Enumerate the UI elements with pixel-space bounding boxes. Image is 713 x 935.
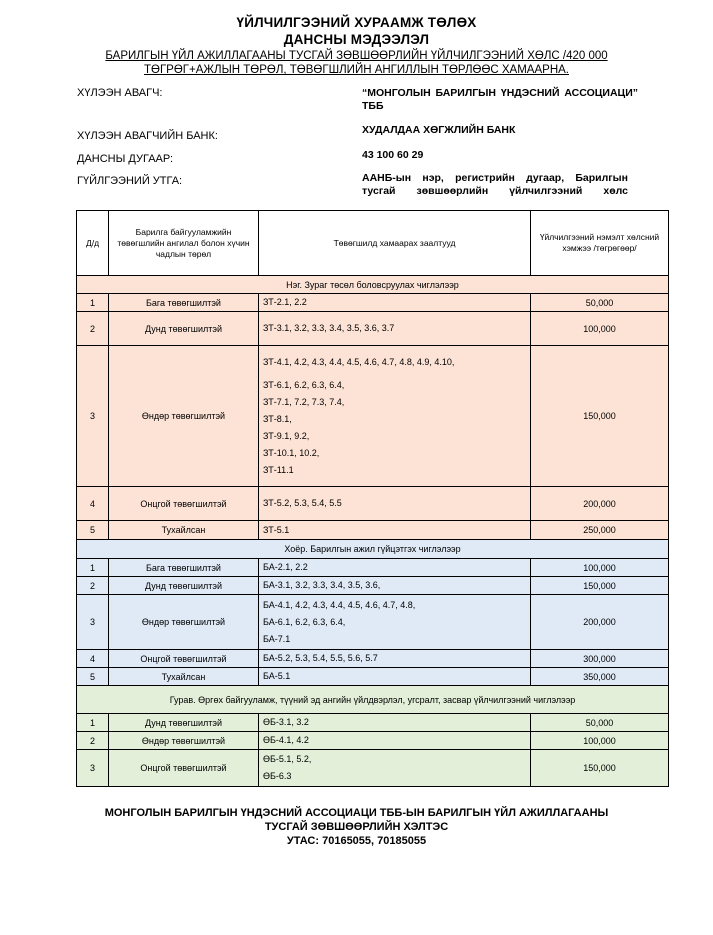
- table-row: [77, 487, 669, 521]
- code-line: ӨБ-3.1, 3.2: [263, 717, 309, 727]
- code-line: ЗТ-10.1, 10.2,: [263, 447, 320, 458]
- table-row: [77, 312, 669, 346]
- table-row: [77, 595, 669, 650]
- row-codes: [259, 346, 531, 487]
- row-price: 150,000: [531, 346, 669, 487]
- row-num: 1: [77, 559, 109, 577]
- row-price: 200,000: [531, 487, 669, 521]
- row-price: 150,000: [531, 577, 669, 595]
- row-price: 150,000: [531, 750, 669, 787]
- row-type: Тухайлсан: [109, 521, 259, 540]
- transaction-purpose-label: ГҮЙЛГЭЭНИЙ УТГА:: [77, 175, 183, 187]
- row-codes: [259, 668, 531, 686]
- table-row: [77, 714, 669, 732]
- code-line: ЗТ-5.2, 5.3, 5.4, 5.5: [263, 498, 342, 508]
- header-codes: Төвөгшилд хамаарах заалтууд: [259, 211, 531, 276]
- table-row: [77, 521, 669, 540]
- code-line: БА-6.1, 6.2, 6.3, 6.4,: [263, 616, 346, 627]
- row-codes: [259, 750, 531, 787]
- transaction-purpose-value: ААНБ-ын нэр, регистрийн дугаар, Барилгын тусгай зөвшөөрлийн үйлчилгээний хөлс: [362, 172, 628, 197]
- row-num: 5: [77, 521, 109, 540]
- row-type: Дунд төвөгшилтэй: [109, 714, 259, 732]
- fee-table: [76, 210, 669, 787]
- code-line: БА-7.1: [263, 633, 291, 644]
- row-codes: [259, 521, 531, 540]
- row-price: 100,000: [531, 732, 669, 750]
- account-number-value: 43 100 60 29: [362, 149, 424, 161]
- row-codes: [259, 559, 531, 577]
- table-row: [77, 668, 669, 686]
- row-type: Тухайлсан: [109, 668, 259, 686]
- row-type: Өндөр төвөгшилтэй: [109, 595, 259, 650]
- row-codes: [259, 294, 531, 312]
- section-row: [77, 686, 669, 714]
- footer-phone: УТАС: 70165055, 70185055: [286, 835, 427, 847]
- row-num: 5: [77, 668, 109, 686]
- section-title: Хоёр. Барилгын ажил гүйцэтгэх чиглэлээр: [77, 540, 669, 559]
- row-type: Бага төвөгшилтэй: [109, 294, 259, 312]
- header-type: Барилга байгууламжийн төвөгшлийн ангилал болон хүчин чадлын төрөл: [109, 211, 259, 276]
- recipient-value: “МОНГОЛЫН БАРИЛГЫН ҮНДЭСНИЙ АССОЦИАЦИ” ТББ: [362, 87, 638, 112]
- section-title: Гурав. Өргөх байгууламж, түүний эд ангийн үйлдвэрлэл, угсралт, засвар үйлчилгээний чиглэлээр: [77, 686, 669, 714]
- row-price: 50,000: [531, 714, 669, 732]
- recipient-label: ХҮЛЭЭН АВАГЧ:: [77, 87, 163, 99]
- table-header-row: [77, 211, 669, 276]
- code-line: ЗТ-9.1, 9.2,: [263, 430, 310, 441]
- row-num: 3: [77, 595, 109, 650]
- code-line: ӨБ-5.1, 5.2,: [263, 754, 312, 764]
- code-line: ЗТ-4.1, 4.2, 4.3, 4.4, 4.5, 4.6, 4.7, 4.8, 4.9, 4.10,: [263, 356, 455, 367]
- row-type: Өндөр төвөгшилтэй: [109, 732, 259, 750]
- row-price: 100,000: [531, 312, 669, 346]
- row-codes: [259, 577, 531, 595]
- table-row: [77, 294, 669, 312]
- row-codes: [259, 714, 531, 732]
- row-price: 350,000: [531, 668, 669, 686]
- code-line: ЗТ-11.1: [263, 464, 294, 475]
- code-line: ЗТ-5.1: [263, 524, 290, 535]
- row-type: Дунд төвөгшилтэй: [109, 577, 259, 595]
- doc-subtitle-line2: ТӨГРӨГ+АЖЛЫН ТӨРӨЛ, ТӨВӨГШЛИЙН АНГИЛЛЫН ТӨРЛӨӨС ХАМААРНА.: [143, 64, 569, 76]
- table-row: [77, 750, 669, 787]
- row-price: 250,000: [531, 521, 669, 540]
- code-line: ЗТ-8.1,: [263, 413, 292, 424]
- table-row: [77, 577, 669, 595]
- table-row: [77, 650, 669, 668]
- row-type: Онцгой төвөгшилтэй: [109, 650, 259, 668]
- row-codes: [259, 312, 531, 346]
- section-title: Нэг. Зураг төсөл боловсруулах чиглэлээр: [77, 276, 669, 294]
- row-type: Онцгой төвөгшилтэй: [109, 750, 259, 787]
- footer-line2: ТУСГАЙ ЗӨВШӨӨРЛИЙН ХЭЛТЭС: [264, 821, 449, 833]
- row-type: Бага төвөгшилтэй: [109, 559, 259, 577]
- row-num: 1: [77, 714, 109, 732]
- code-line: ЗТ-2.1, 2.2: [263, 297, 307, 307]
- header-num: Д/д: [77, 211, 109, 276]
- row-codes: [259, 650, 531, 668]
- row-num: 2: [77, 577, 109, 595]
- row-type: Өндөр төвөгшилтэй: [109, 346, 259, 487]
- code-line: ЗТ-6.1, 6.2, 6.3, 6.4,: [263, 379, 345, 390]
- row-num: 2: [77, 732, 109, 750]
- code-line: ӨБ-6.3: [263, 771, 292, 781]
- table-row: [77, 346, 669, 487]
- section-row: [77, 276, 669, 294]
- code-line: ЗТ-3.1, 3.2, 3.3, 3.4, 3.5, 3.6, 3.7: [263, 323, 395, 333]
- code-line: БА-5.1: [263, 671, 291, 681]
- table-row: [77, 559, 669, 577]
- code-line: БА-2.1, 2.2: [263, 562, 308, 572]
- row-num: 1: [77, 294, 109, 312]
- doc-subtitle-line1: БАРИЛГЫН ҮЙЛ АЖИЛЛАГААНЫ ТУСГАЙ ЗӨВШӨӨРЛИЙН ҮЙЛЧИЛГЭЭНИЙ ХӨЛС /420 000: [105, 50, 608, 62]
- row-codes: [259, 487, 531, 521]
- row-price: 50,000: [531, 294, 669, 312]
- row-num: 4: [77, 650, 109, 668]
- code-line: БА-3.1, 3.2, 3.3, 3.4, 3.5, 3.6,: [263, 580, 381, 590]
- code-line: ЗТ-7.1, 7.2, 7.3, 7.4,: [263, 396, 345, 407]
- row-type: Онцгой төвөгшилтэй: [109, 487, 259, 521]
- row-num: 3: [77, 750, 109, 787]
- row-price: 100,000: [531, 559, 669, 577]
- bank-value: ХУДАЛДАА ХӨГЖЛИЙН БАНК: [362, 124, 516, 136]
- row-type: Дунд төвөгшилтэй: [109, 312, 259, 346]
- code-line: БА-5.2, 5.3, 5.4, 5.5, 5.6, 5.7: [263, 653, 378, 663]
- section-row: [77, 540, 669, 559]
- table-row: [77, 732, 669, 750]
- header-price: Үйлчилгээний нэмэлт хөлсний хэмжээ /төгрөгөөр/: [531, 211, 669, 276]
- code-line: БА-4.1, 4.2, 4.3, 4.4, 4.5, 4.6, 4.7, 4.8,: [263, 599, 416, 610]
- account-number-label: ДАНСНЫ ДУГААР:: [77, 153, 174, 165]
- row-codes: [259, 732, 531, 750]
- doc-title-line1: ҮЙЛЧИЛГЭЭНИЙ ХУРААМЖ ТӨЛӨХ: [236, 15, 477, 30]
- footer-line1: МОНГОЛЫН БАРИЛГЫН ҮНДЭСНИЙ АССОЦИАЦИ ТББ-ЫН БАРИЛГЫН ҮЙЛ АЖИЛЛАГААНЫ: [104, 807, 609, 819]
- row-codes: [259, 595, 531, 650]
- row-num: 4: [77, 487, 109, 521]
- bank-label: ХҮЛЭЭН АВАГЧИЙН БАНК:: [77, 130, 218, 142]
- doc-title-line2: ДАНСНЫ МЭДЭЭЛЭЛ: [283, 32, 430, 47]
- row-price: 300,000: [531, 650, 669, 668]
- row-num: 3: [77, 346, 109, 487]
- row-num: 2: [77, 312, 109, 346]
- code-line: ӨБ-4.1, 4.2: [263, 735, 309, 745]
- row-price: 200,000: [531, 595, 669, 650]
